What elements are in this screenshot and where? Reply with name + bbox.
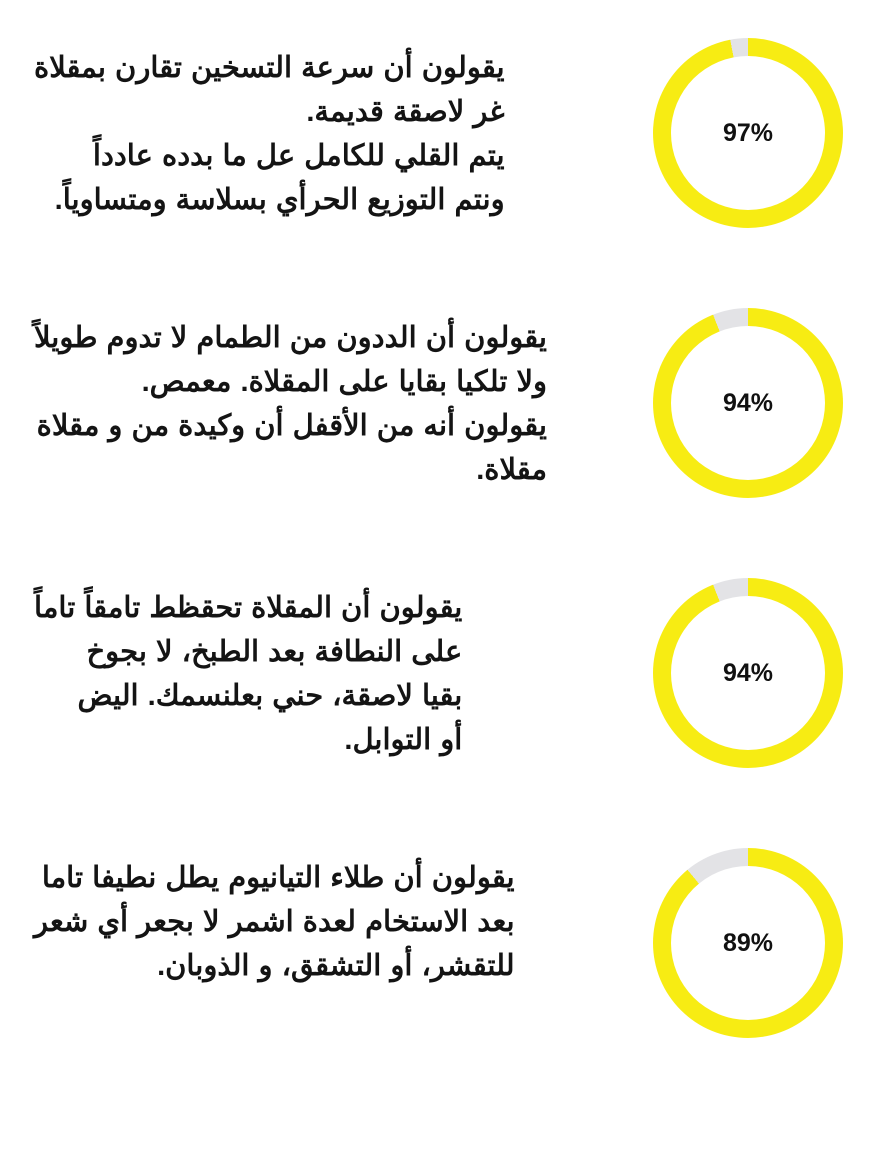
gauge-row [28,568,868,838]
donut-gauge-2 [653,308,843,498]
claim-line: يقولون أنه من الأقفل أن وكيدة من و مقلاة [36,410,547,443]
donut-gauge-4 [653,848,843,1038]
claim-line: بقيا لاصقة، حني بعلنسمك. اليض [77,680,463,713]
claim-paragraph-2 [34,316,547,492]
claim-paragraph-3 [34,586,462,762]
claim-line: أو التوابل. [344,724,463,757]
gauge-cell [628,838,868,1038]
claim-paragraph-4 [34,856,515,988]
claim-line: يقولون أن الددون من الطمام لا تدوم طويلاً [34,322,547,354]
gauge-row [28,28,868,298]
text-cell [28,838,628,988]
claim-line: غر لاصقة قديمة. [306,96,505,129]
claim-line: مقلاة. [476,454,547,487]
claim-line: ولا تلكيا بقايا على المقلاة. معمص. [141,366,547,399]
claim-line: بعد الاستخام لعدة اشمر لا بجعر أي شعر [34,906,515,939]
gauge-row [28,298,868,568]
claim-line: يقولون أن المقلاة تحقظط تامقاً تاماً [34,592,463,624]
gauge-row [28,838,868,1108]
claim-line: يقولون أن سرعة التسخين تقارن بمقلاة [34,52,505,84]
gauge-cell [628,568,868,768]
gauge-cell [628,298,868,498]
claim-line: يقولون أن طلاء التيانيوم يطل نطيفا تاما [41,862,515,894]
text-cell [28,28,628,222]
donut-gauge-1 [653,38,843,228]
claim-paragraph-1 [34,46,505,222]
text-cell [28,298,628,492]
claim-line: للتقشر، أو التشقق، و الذوبان. [157,950,515,983]
gauge-cell [628,28,868,228]
gauge-percent-label: 94% [722,388,774,417]
gauge-percent-label: 94% [722,658,774,687]
gauge-percent-label: 89% [722,928,774,957]
claim-line: على النطافة بعد الطبخ، لا بجوخ [86,636,463,669]
claim-line: ونتم التوزيع الحرأي بسلاسة ومتساوياً. [54,184,505,217]
donut-gauge-3 [653,578,843,768]
text-cell [28,568,628,762]
gauge-percent-label: 97% [722,118,774,147]
claim-line: يتم القلي للكامل عل ما بدده عادداً [92,140,505,173]
